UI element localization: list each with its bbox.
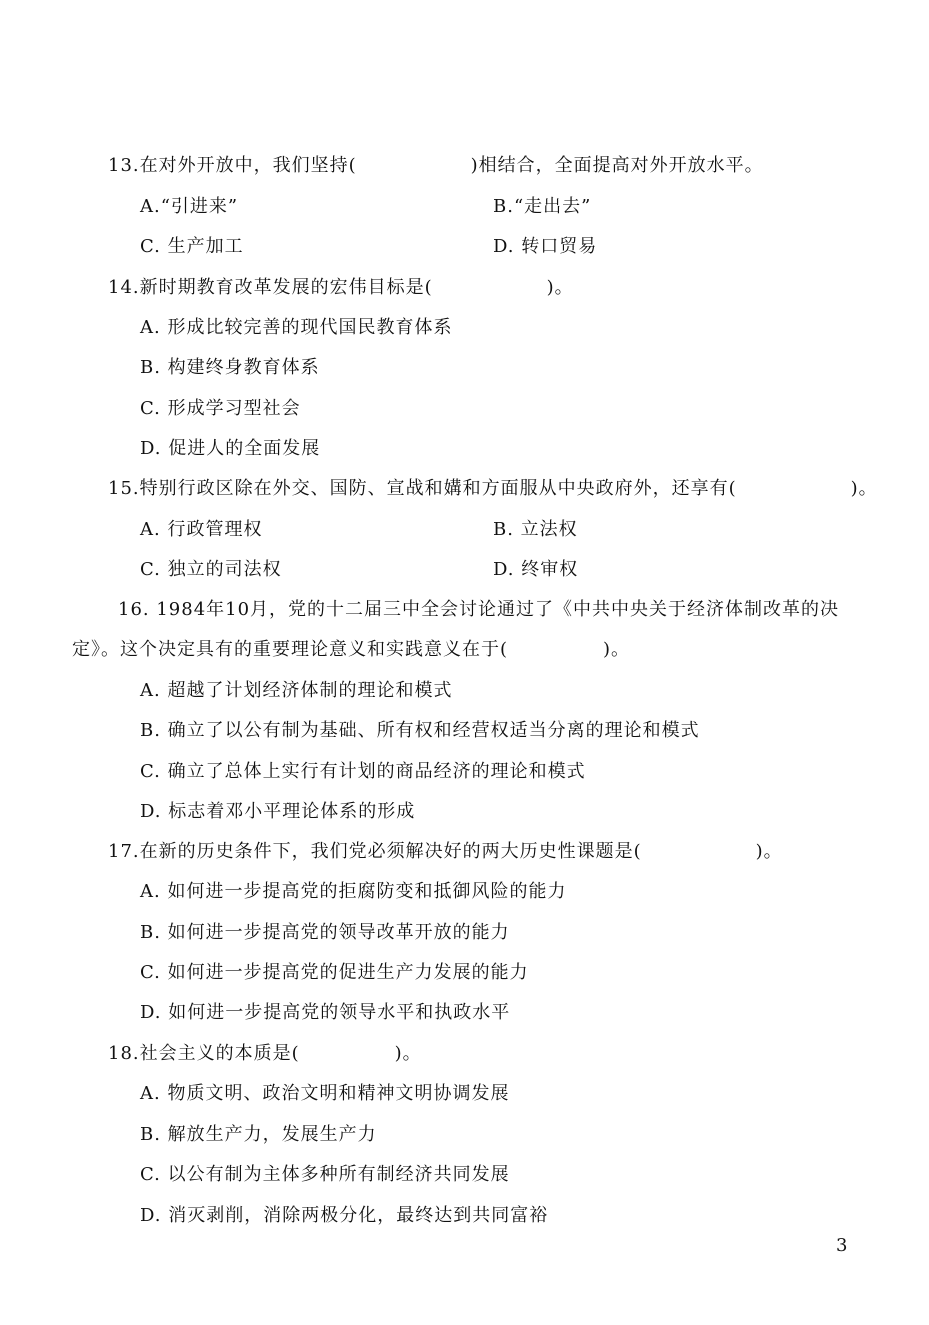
question-18-option-c: C. 以公有制为主体多种所有制经济共同发展 xyxy=(140,1164,510,1185)
question-14-option-d: D. 促进人的全面发展 xyxy=(140,438,321,459)
question-17-stem: 17.在新的历史条件下，我们党必须解决好的两大历史性课题是( )。 xyxy=(108,841,783,862)
question-16-stem-line-2: 定》。这个决定具有的重要理论意义和实践意义在于( )。 xyxy=(72,639,631,660)
question-13-option-a: A.“引进来” xyxy=(140,196,239,217)
question-13-option-c: C. 生产加工 xyxy=(140,236,244,257)
question-13-option-d: D. 转口贸易 xyxy=(493,236,598,257)
question-17-option-b: B. 如何进一步提高党的领导改革开放的能力 xyxy=(140,922,510,943)
question-18-option-d: D. 消灭剥削，消除两极分化，最终达到共同富裕 xyxy=(140,1205,549,1226)
question-17-option-d: D. 如何进一步提高党的领导水平和执政水平 xyxy=(140,1002,511,1023)
question-18-option-a: A. 物质文明、政治文明和精神文明协调发展 xyxy=(140,1083,510,1104)
question-16-stem-line-1: 16. 1984年10月，党的十二届三中全会讨论通过了《中共中央关于经济体制改革的决 xyxy=(118,599,840,620)
question-17-option-a: A. 如何进一步提高党的拒腐防变和抵御风险的能力 xyxy=(140,881,567,902)
question-16-option-c: C. 确立了总体上实行有计划的商品经济的理论和模式 xyxy=(140,761,586,782)
question-15-option-b: B. 立法权 xyxy=(493,519,578,540)
question-18-stem: 18.社会主义的本质是( )。 xyxy=(108,1043,422,1064)
question-14-option-b: B. 构建终身教育体系 xyxy=(140,357,320,378)
question-13-option-b: B.“走出去” xyxy=(493,196,592,217)
question-15-option-d: D. 终审权 xyxy=(493,559,579,580)
question-15-option-c: C. 独立的司法权 xyxy=(140,559,282,580)
question-13-stem: 13.在对外开放中，我们坚持( )相结合，全面提高对外开放水平。 xyxy=(108,155,764,176)
question-15-option-a: A. 行政管理权 xyxy=(140,519,263,540)
question-14-stem: 14.新时期教育改革发展的宏伟目标是( )。 xyxy=(108,277,574,298)
question-18-option-b: B. 解放生产力，发展生产力 xyxy=(140,1124,377,1145)
question-17-option-c: C. 如何进一步提高党的促进生产力发展的能力 xyxy=(140,962,529,983)
question-16-option-b: B. 确立了以公有制为基础、所有权和经营权适当分离的理论和模式 xyxy=(140,720,700,741)
page-number: 3 xyxy=(836,1235,848,1256)
question-14-option-a: A. 形成比较完善的现代国民教育体系 xyxy=(140,317,453,338)
question-15-stem: 15.特别行政区除在外交、国防、宣战和媾和方面服从中央政府外，还享有( )。 xyxy=(108,478,878,499)
question-16-option-d: D. 标志着邓小平理论体系的形成 xyxy=(140,801,416,822)
question-14-option-c: C. 形成学习型社会 xyxy=(140,398,301,419)
question-16-option-a: A. 超越了计划经济体制的理论和模式 xyxy=(140,680,453,701)
